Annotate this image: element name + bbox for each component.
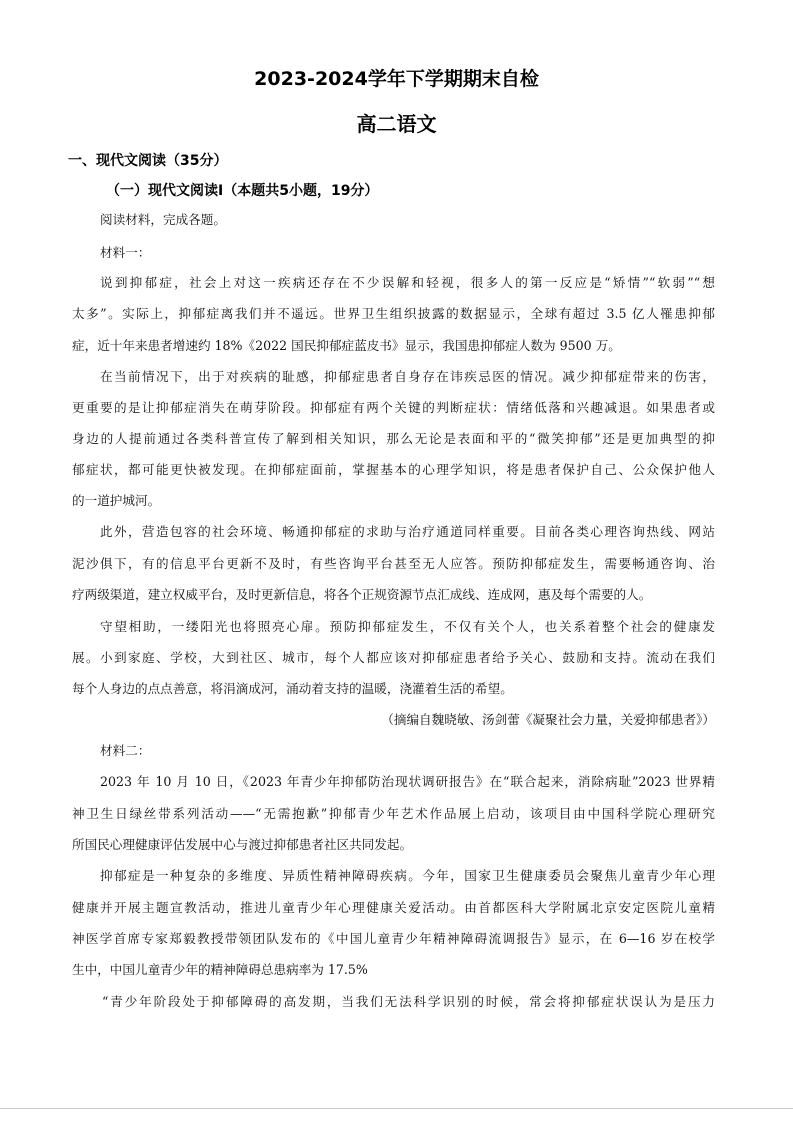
m1-p3-line3: 疗两级渠道，建立权威平台，及时更新信息，将各个正规资源节点汇成线、连成网，惠及每个需要的人。	[72, 587, 652, 602]
m2-p2-line2: 健康并开展主题宣教活动，推进儿童青少年心理健康关爱活动。由首都医科大学附属北京安定医院儿童精	[72, 900, 715, 915]
m1-p4-line1: 守望相助，一缕阳光也将照亮心扉。预防抑郁症发生，不仅有关个人，也关系着整个社会的健康发	[100, 619, 715, 634]
m1-p2-line1: 在当前情况下，出于对疾病的耻感，抑郁症患者自身存在讳疾忌医的情况。减少抑郁症带来的伤害，	[100, 369, 715, 384]
m1-p3-line2: 泥沙俱下，有的信息平台更新不及时，有些咨询平台甚至无人应答。预防抑郁症发生，需要畅通咨询、治	[72, 556, 715, 571]
m2-p1-line2: 神卫生日绿丝带系列活动——“无需抱歉”抑郁青少年艺术作品展上启动，该项目由中国科学院心理研究	[72, 806, 715, 821]
m2-p2-line3: 神医学首席专家郑毅教授带领团队发布的《中国儿童青少年精神障碍流调报告》显示，在 6—16 岁在校学	[72, 931, 715, 946]
subject-title: 高二语文	[356, 112, 437, 136]
instruction: 阅读材料，完成各题。	[100, 212, 226, 227]
m1-p1-line1: 说到抑郁症，社会上对这一疾病还存在不少误解和轻视，很多人的第一反应是“矫情”“软弱”“想	[100, 275, 715, 290]
sub-section-heading: （一）现代文阅读Ⅰ（本题共5小题，19分）	[106, 183, 379, 199]
m1-p2-line2: 更重要的是让抑郁症消失在萌芽阶段。抑郁症有两个关键的判断症状：情绪低落和兴趣减退。如果患者或	[72, 400, 715, 415]
exam-title: 2023-2024学年下学期期末自检	[254, 68, 539, 90]
page-bottom-divider	[0, 1108, 793, 1109]
m2-p1-line3: 所国民心理健康评估发展中心与渡过抑郁患者社区共同发起。	[72, 837, 413, 852]
m2-p2-line1: 抑郁症是一种复杂的多维度、异质性精神障碍疾病。今年，国家卫生健康委员会聚焦儿童青少年心理	[100, 868, 715, 883]
m1-p1-line3: 症，近十年来患者增速约 18%《2022 国民抑郁症蓝皮书》显示，我国患抑郁症人数为 9500 万。	[72, 338, 621, 353]
m2-p2-line4: 生中，中国儿童青少年的精神障碍总患病率为 17.5%	[72, 962, 368, 977]
m1-p4-line2: 展。小到家庭、学校，大到社区、城市，每个人都应该对抑郁症患者给予关心、鼓励和支持。流动在我们	[72, 650, 715, 665]
m1-p2-line4: 郁症状，都可能更快被发现。在抑郁症面前，掌握基本的心理学知识，将是患者保护自己、公众保护他人	[72, 462, 715, 477]
m1-p2-line3: 身边的人提前通过各类科普宣传了解到相关知识，那么无论是表面和平的“微笑抑郁”还是更加典型的抑	[72, 431, 715, 446]
material1-label: 材料一：	[100, 245, 151, 260]
m1-p1-line2: 太多”。实际上，抑郁症离我们并不遥远。世界卫生组织披露的数据显示，全球有超过 3.5 亿人罹患抑郁	[72, 306, 715, 321]
m2-p3-line1: “青少年阶段处于抑郁障碍的高发期，当我们无法科学识别的时候，常会将抑郁症状误认为是压力	[102, 994, 715, 1009]
m1-p2-line5: 的一道护城河。	[72, 493, 161, 508]
m2-p1-line1: 2023 年 10 月 10 日，《2023 年青少年抑郁防治现状调研报告》在“联合起来，消除病耻”2023 世界精	[100, 774, 715, 789]
material1-source: （摘编自魏晓敏、汤剑蕾《凝聚社会力量，关爱抑郁患者》）	[381, 712, 715, 727]
section-heading: 一、现代文阅读（35分）	[68, 153, 228, 169]
m1-p4-line3: 每个人身边的点点善意，将涓滴成河，涌动着支持的温暖，浇灌着生活的希望。	[72, 681, 513, 696]
m1-p3-line1: 此外，营造包容的社会环境、畅通抑郁症的求助与治疗通道同样重要。目前各类心理咨询热线、网站	[100, 524, 715, 539]
material2-label: 材料二：	[100, 743, 151, 758]
